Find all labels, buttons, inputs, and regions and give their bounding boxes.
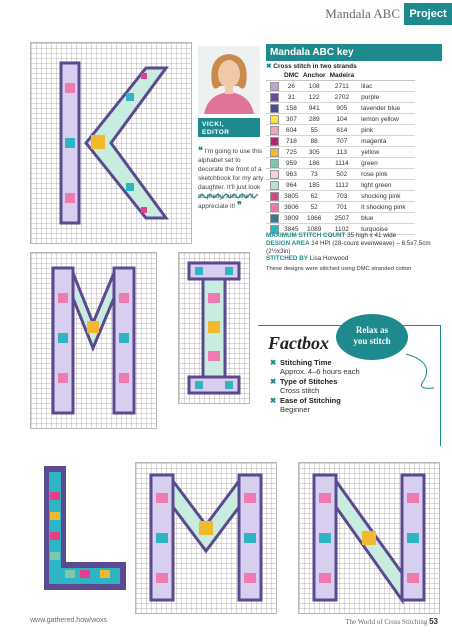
factbox-list: ✖ Stitching Time Approx. 4–6 hours each ✖ Type of Stitches Cross stitch ✖ Ease of Stitching Beginner	[270, 358, 360, 414]
madeira-cell: 502	[328, 169, 357, 180]
key-row	[266, 114, 415, 125]
anchor-cell: 55	[301, 125, 328, 136]
key-row	[266, 92, 415, 103]
stitch-count: MAXIMUM STITCH COUNT 35 high x 41 wide	[266, 232, 397, 239]
anchor-cell: 1089	[301, 224, 328, 235]
key-subtitle: ✖ Cross stitch in two strands	[266, 63, 357, 70]
madeira-cell: 1112	[328, 180, 357, 191]
col-dmc: DMC	[284, 71, 299, 79]
cross-icon: ✖	[270, 377, 277, 386]
madeira-cell: 1102	[328, 224, 357, 235]
anchor-cell: 62	[301, 191, 328, 202]
zigzag-divider	[198, 193, 258, 199]
key-row	[266, 180, 415, 191]
madeira-cell: 2702	[328, 92, 357, 103]
dmc-cell: 959	[282, 158, 301, 169]
dmc-cell: 3806	[282, 202, 301, 213]
swatch-icon	[266, 158, 282, 169]
anchor-cell: 122	[301, 92, 328, 103]
chart-letter-i	[178, 252, 250, 404]
colour-name-cell: purple	[356, 92, 415, 103]
colour-name-cell: lilac	[356, 81, 415, 92]
madeira-cell: 104	[328, 114, 357, 125]
madeira-cell: 614	[328, 125, 357, 136]
cross-icon: ✖	[266, 63, 272, 70]
madeira-cell: 113	[328, 147, 357, 158]
colour-name-cell: lt shocking pink	[356, 202, 415, 213]
madeira-cell: 2507	[328, 213, 357, 224]
colour-name-cell: yellow	[356, 147, 415, 158]
open-quote-icon: ❝	[198, 145, 203, 155]
swatch-icon	[266, 125, 282, 136]
thread-decoration	[404, 352, 444, 392]
key-row	[266, 125, 415, 136]
dmc-cell: 964	[282, 180, 301, 191]
key-row	[266, 169, 415, 180]
madeira-cell: 703	[328, 191, 357, 202]
dmc-cell: 3845	[282, 224, 301, 235]
anchor-cell: 108	[301, 81, 328, 92]
chart-letter-n	[298, 462, 440, 614]
anchor-cell: 185	[301, 180, 328, 191]
swatch-icon	[266, 136, 282, 147]
relax-badge: Relax as you stitch	[336, 314, 408, 360]
close-quote-icon: ❞	[237, 200, 242, 210]
anchor-cell: 73	[301, 169, 328, 180]
chart-letter-m-left	[30, 252, 157, 429]
page-number: 53	[429, 617, 438, 626]
key-row	[266, 103, 415, 114]
dmc-cell: 718	[282, 136, 301, 147]
key-row	[266, 158, 415, 169]
footer-url[interactable]: www.gathered.how/woxs	[30, 617, 108, 624]
key-row	[266, 213, 415, 224]
section-title: Mandala ABC	[325, 6, 400, 21]
swatch-icon	[266, 103, 282, 114]
colour-name-cell: rose pink	[356, 169, 415, 180]
madeira-cell: 905	[328, 103, 357, 114]
colour-name-cell: pink	[356, 125, 415, 136]
cross-icon: ✖	[270, 396, 277, 405]
anchor-cell: 941	[301, 103, 328, 114]
key-row	[266, 81, 415, 92]
dmc-cell: 307	[282, 114, 301, 125]
col-anchor: Anchor	[302, 71, 326, 79]
editor-quote: ❝ I'm going to use this alphabet set to decorate the front of a sketchbook for my arty daughter. It'll just look so pretty, and she'll appreciate it! ❞	[198, 145, 264, 210]
anchor-cell: 52	[301, 202, 328, 213]
dmc-cell: 3805	[282, 191, 301, 202]
key-title: Mandala ABC key	[266, 44, 442, 61]
colour-name-cell: magenta	[356, 136, 415, 147]
key-row	[266, 147, 415, 158]
key-row	[266, 136, 415, 147]
colour-name-cell: blue	[356, 213, 415, 224]
dmc-cell: 3809	[282, 213, 301, 224]
dmc-cell: 158	[282, 103, 301, 114]
swatch-icon	[266, 147, 282, 158]
design-area: DESIGN AREA 14 HPI (28-count evenweave) – 6.5x7.5cm (2½x3in)	[266, 240, 431, 255]
swatch-icon	[266, 191, 282, 202]
swatch-icon	[266, 114, 282, 125]
swatch-icon	[266, 81, 282, 92]
chart-letter-k	[30, 42, 192, 244]
swatch-icon	[266, 213, 282, 224]
key-row	[266, 191, 415, 202]
anchor-cell: 186	[301, 158, 328, 169]
editor-photo	[198, 46, 260, 114]
dmc-cell: 963	[282, 169, 301, 180]
swatch-icon	[266, 180, 282, 191]
colour-name-cell: turquoise	[356, 224, 415, 235]
colour-name-cell: lemon yellow	[356, 114, 415, 125]
anchor-cell: 88	[301, 136, 328, 147]
dmc-cell: 725	[282, 147, 301, 158]
colour-name-cell: light green	[356, 180, 415, 191]
swatch-icon	[266, 169, 282, 180]
chart-letter-m-bottom	[135, 462, 277, 614]
footer-magazine: The World of Cross Stitching 53	[345, 617, 438, 626]
swatch-icon	[266, 92, 282, 103]
anchor-cell: 1066	[301, 213, 328, 224]
key-row	[266, 202, 415, 213]
anchor-cell: 305	[301, 147, 328, 158]
project-tab: Project	[404, 3, 452, 25]
anchor-cell: 289	[301, 114, 328, 125]
thread-note: These designs were stitched using DMC stranded cotton	[266, 266, 412, 272]
colour-name-cell: shocking pink	[356, 191, 415, 202]
colour-key-table	[266, 70, 415, 235]
cross-icon: ✖	[270, 358, 277, 367]
madeira-cell: 707	[328, 136, 357, 147]
madeira-cell: 2711	[328, 81, 357, 92]
editor-label: VICKI, EDITOR	[198, 118, 260, 137]
colour-name-cell: green	[356, 158, 415, 169]
stitched-letter-l	[30, 462, 130, 597]
stitched-by: STITCHED BY Lisa Horwood	[266, 255, 349, 262]
madeira-cell: 701	[328, 202, 357, 213]
colour-name-cell: lavender blue	[356, 103, 415, 114]
dmc-cell: 31	[282, 92, 301, 103]
madeira-cell: 1114	[328, 158, 357, 169]
col-madeira: Madeira	[329, 71, 355, 79]
dmc-cell: 26	[282, 81, 301, 92]
swatch-icon	[266, 202, 282, 213]
dmc-cell: 604	[282, 125, 301, 136]
factbox-title: Factbox	[268, 333, 329, 353]
